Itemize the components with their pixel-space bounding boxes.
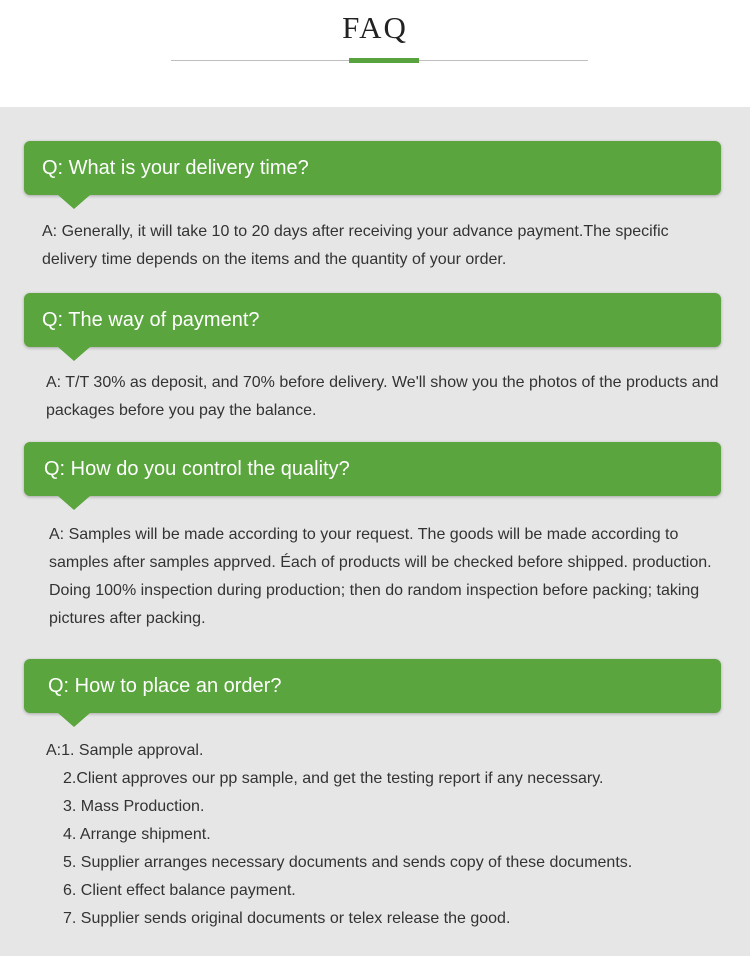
answer-line: samples after samples apprved. Éach of products will be checked before shipped. production. [49, 554, 712, 571]
answer-line: A: Samples will be made according to your request. The goods will be made according to [49, 526, 679, 543]
answer-line: packages before you pay the balance. [46, 402, 317, 419]
faq-question-payment: Q: The way of payment? [42, 309, 260, 331]
faq-question-order: Q: How to place an order? [48, 675, 282, 697]
answer-line: delivery time depends on the items and the quantity of your order. [42, 251, 507, 268]
faq-question-bar-payment [24, 293, 721, 347]
faq-question-bar-quality [24, 442, 721, 496]
title-accent-bar [349, 58, 419, 63]
order-step: 6. Client effect balance payment. [63, 882, 296, 899]
answer-line: A: Generally, it will take 10 to 20 days after receiving your advance payment.The specific [42, 223, 669, 240]
header [0, 0, 750, 107]
order-step: A:1. Sample approval. [46, 742, 204, 759]
faq-question-quality: Q: How do you control the quality? [44, 458, 350, 480]
faq-answer-order [46, 737, 632, 933]
answer-line: Doing 100% inspection during production; then do random inspection before packing; taking [49, 582, 700, 599]
faq-answer-payment [46, 369, 719, 425]
order-step: 3. Mass Production. [63, 798, 205, 815]
faq-answer-delivery [42, 218, 669, 274]
faq-question-delivery: Q: What is your delivery time? [42, 157, 309, 179]
faq-question-bar-order [24, 659, 721, 713]
page-title: FAQ [342, 10, 408, 45]
order-step: 7. Supplier sends original documents or telex release the good. [63, 910, 511, 927]
answer-line: A: T/T 30% as deposit, and 70% before delivery. We'll show you the photos of the products and [46, 374, 719, 391]
faq-question-bar-delivery [24, 141, 721, 195]
faq-answer-quality [49, 521, 712, 633]
order-step: 5. Supplier arranges necessary documents and sends copy of these documents. [63, 854, 633, 871]
order-step: 2.Client approves our pp sample, and get the testing report if any necessary. [63, 770, 604, 787]
answer-line: pictures after packing. [49, 610, 206, 627]
order-step: 4. Arrange shipment. [63, 826, 211, 843]
